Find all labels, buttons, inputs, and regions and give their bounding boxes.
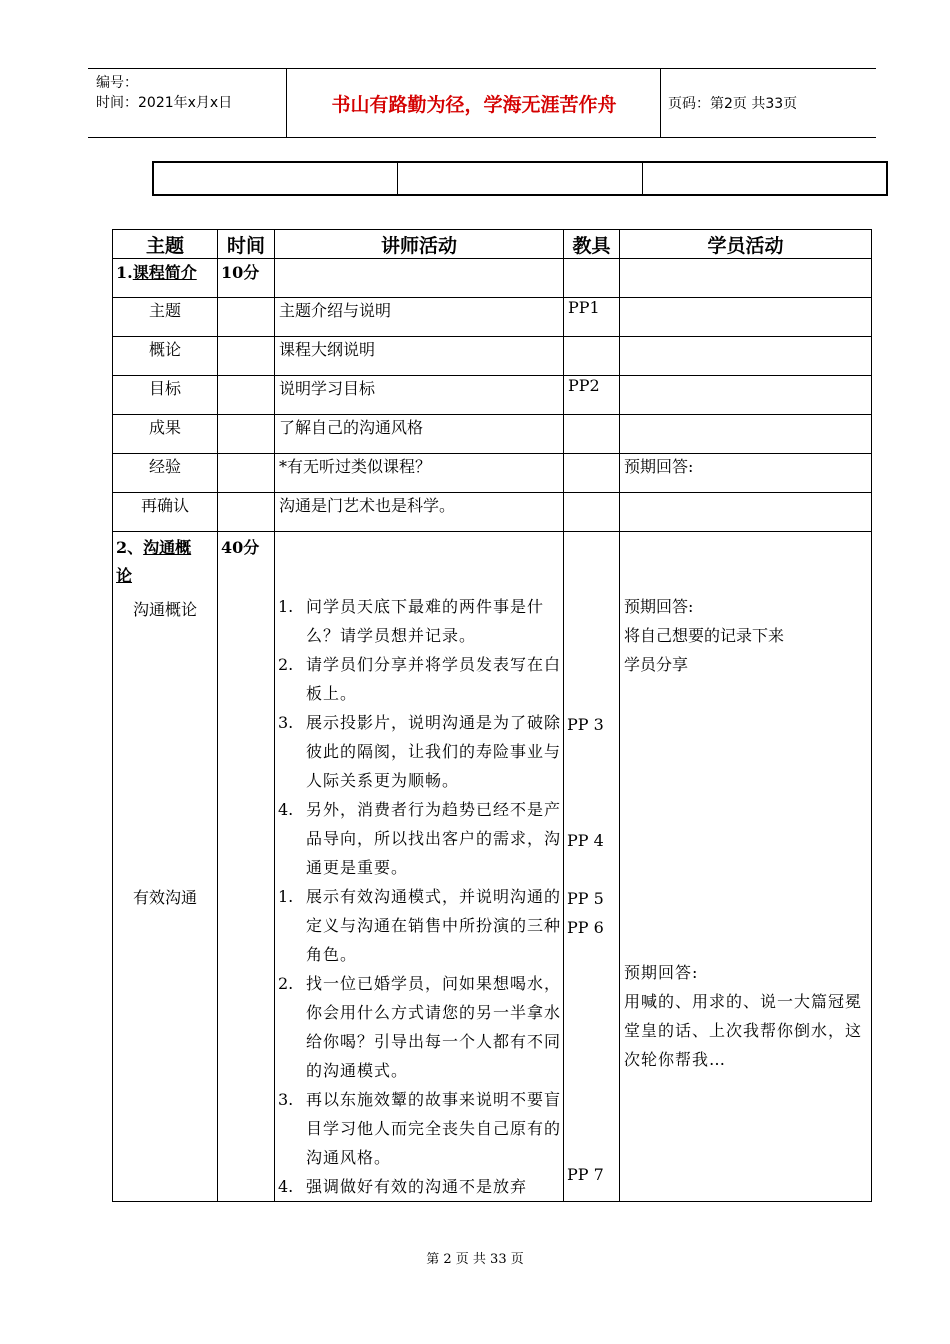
row-student [620,337,872,376]
tool-label: PP 5 [567,889,604,908]
row-time [218,337,275,376]
row-time [218,454,275,493]
table-row [113,415,872,454]
row-tool [564,493,620,532]
row-tool [564,454,620,493]
row-activity: 了解自己的沟通风格 [275,415,564,454]
empty-cell [564,259,620,298]
header-motto: 书山有路勤为径，学海无涯苦作舟 [331,93,617,116]
subtopic-communication-overview: 沟通概论 [132,600,197,619]
row-topic: 成果 [113,415,218,454]
section2-activity-cell [275,532,564,1202]
activity-list [275,592,563,1201]
student-line: 将自己想要的记录下来 [624,626,785,645]
row-activity: 主题介绍与说明 [275,298,564,337]
row-activity: *有无听过类似课程？ [275,454,564,493]
list-item: 2. 找一位已婚学员，问如果想喝水，你会用什么方式请您的另一半拿水给你喝？引导出每一个人都有不同的沟通模式。 [278,974,562,1080]
section2-topic-cell [113,532,218,1202]
section2-tools-cell [564,532,620,1202]
empty-cell [643,163,886,194]
row-time [218,493,275,532]
list-item: 3. 再以东施效颦的故事来说明不要盲目学习他人而完全丧失自己原有的沟通风格。 [278,1090,562,1167]
list-item: 1. 展示有效沟通模式，并说明沟通的定义与沟通在销售中所扮演的三种角色。 [278,887,562,964]
row-student: 预期回答: [620,454,872,493]
row-time [218,415,275,454]
empty-cell [398,163,642,194]
tools-column [564,532,619,1190]
tool-label: PP 4 [567,831,604,850]
row-tool [564,337,620,376]
row-time [218,376,275,415]
time-label: 时间：2021年x月x日 [96,95,233,111]
section2-title: 2、沟通概 论 [116,538,192,585]
row-topic: 再确认 [113,493,218,532]
empty-cell [620,259,872,298]
list-item: 4. 另外，消费者行为趋势已经不是产品导向，所以找出客户的需求，沟通更是重要。 [278,800,562,877]
header-meta [96,73,232,113]
list-item: 1. 问学员天底下最难的两件事是什么？请学员想并记录。 [278,597,545,645]
row-student [620,376,872,415]
header-divider [286,69,287,137]
table-row [113,493,872,532]
empty-cell [275,259,564,298]
list-item: 2. 请学员们分享并将学员发表写在白板上。 [278,655,562,703]
row-tool [564,415,620,454]
row-topic: 概论 [113,337,218,376]
student-line: 预期回答: [624,597,694,616]
section1-row [113,259,872,298]
empty-info-box [152,161,888,196]
row-student [620,298,872,337]
student-line: 学员分享 [624,655,689,674]
page-footer: 第 2 页 共 33 页 [426,1252,524,1267]
section1-time: 10分 [218,259,275,298]
list-item: 4. 强调做好有效的沟通不是放弃 [278,1177,528,1196]
row-topic: 主题 [113,298,218,337]
student-response-2 [620,958,871,1074]
header-divider [660,69,661,137]
table-header-row [113,230,872,259]
row-topic: 目标 [113,376,218,415]
header-instructor-activity: 讲师活动 [275,230,564,259]
section2-row [113,532,872,1202]
row-activity: 课程大纲说明 [275,337,564,376]
header-time: 时间 [218,230,275,259]
row-activity: 说明学习目标 [275,376,564,415]
row-topic: 经验 [113,454,218,493]
row-student [620,493,872,532]
section2-student-cell [620,532,872,1202]
page-header [88,68,876,138]
subtopic-effective-communication: 有效沟通 [132,888,197,907]
table-row [113,337,872,376]
table-row [113,454,872,493]
tool-label: PP 3 [567,715,604,734]
table-row [113,376,872,415]
header-page-label: 页码：第2页 共33页 [668,96,798,112]
row-tool: PP1 [564,298,620,337]
row-activity: 沟通是门艺术也是科学。 [275,493,564,532]
tool-label: PP 6 [567,918,604,937]
header-topic: 主题 [113,230,218,259]
row-tool: PP2 [564,376,620,415]
tool-label: PP 7 [567,1165,604,1184]
row-student [620,415,872,454]
section2-time: 40分 [218,532,275,1202]
code-label: 编号： [96,75,138,91]
list-item: 3. 展示投影片，说明沟通是为了破除彼此的隔阂，让我们的寿险事业与人际关系更为顺畅。 [278,713,562,790]
empty-cell [154,163,398,194]
student-line: 用喊的、用求的、说一大篇冠冕堂皇的话、上次我帮你倒水，这次轮你帮我… [624,992,863,1069]
section1-title: 1.课程简介 [113,259,218,298]
table-row [113,298,872,337]
lesson-plan-table [112,229,872,1202]
header-tools: 教具 [564,230,620,259]
student-response-1 [620,592,871,679]
header-student-activity: 学员活动 [620,230,872,259]
student-line: 预期回答: [624,963,699,982]
row-time [218,298,275,337]
